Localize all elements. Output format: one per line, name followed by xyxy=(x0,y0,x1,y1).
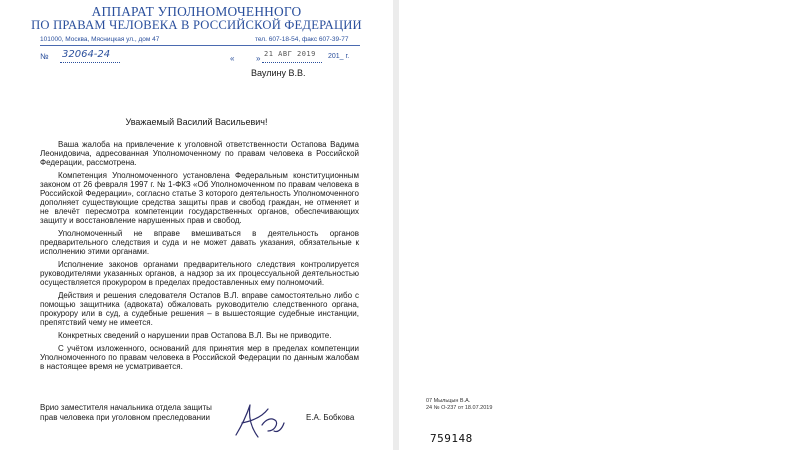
date-quote-close: » xyxy=(256,54,261,63)
paragraph: Действия и решения следователя Остапов В.Л. вправе самостоятельно либо с помощью защитника (адвоката) обжаловать руководителю следственного органа, прокурору или в суд, а судебные решения – в вышестоящие судебные инстанции, препятствий чему не имеется. xyxy=(40,291,359,327)
signatory-position-line1: Врио заместителя начальника отдела защиты xyxy=(40,403,212,412)
signatory-position-line2: прав человека при уголовном преследовании xyxy=(40,413,211,422)
signatory-position xyxy=(40,403,212,423)
paragraph: Конкретных сведений о нарушении прав Остапова В.Л. Вы не приводите. xyxy=(58,331,332,340)
executor-info xyxy=(426,398,492,412)
date-underline xyxy=(262,62,322,63)
paragraph: С учётом изложенного, оснований для принятия мер в пределах компетенции Уполномоченного по правам человека в Российской Федерации по данным жалобам в настоящее время не усматривается. xyxy=(40,344,359,371)
paragraph: Исполнение законов органами предварительного следствия контролируется руководителями указанных органов, а надзор за их процессуальной деятельностью осуществляется прокурором в пределах предоставленных ему полномочий. xyxy=(40,260,359,287)
header-rule xyxy=(40,45,360,46)
date-year: 201_ г. xyxy=(328,53,350,60)
org-name-line2: ПО ПРАВАМ ЧЕЛОВЕКА В РОССИЙСКОЙ ФЕДЕРАЦИИ xyxy=(31,18,362,32)
letter-page-2 xyxy=(399,0,800,450)
addressee: Ваулину В.В. xyxy=(251,68,306,78)
handwritten-signature xyxy=(228,395,288,443)
paragraph: Уполномоченный не вправе вмешиваться в деятельность органов предварительного следствия и суда и не может давать указания, обязательные к исполнению этими органами. xyxy=(40,229,359,256)
signatory-name: Е.А. Бобкова xyxy=(306,413,355,422)
date-quote-open: « xyxy=(230,54,235,63)
letter-body xyxy=(40,140,359,375)
org-phones: тел. 607-18-54, факс 607-39-77 xyxy=(255,36,349,43)
executor-line1: 07 Мыльцын В.А. xyxy=(426,398,471,404)
date-stamp: 21 АВГ 2019 xyxy=(264,50,316,58)
registration-number: 32064-24 xyxy=(62,49,111,60)
org-address: 101000, Москва, Мясницкая ул., дом 47 xyxy=(40,36,160,43)
paragraph: Ваша жалоба на привлечение к уголовной ответственности Остапова Вадима Леонидовича, адресованная Уполномоченному по правам человека в Российской Федерации, рассмотрена. xyxy=(40,140,359,167)
org-name-line1: АППАРАТ УПОЛНОМОЧЕННОГО xyxy=(91,4,302,19)
greeting: Уважаемый Василий Васильевич! xyxy=(125,117,268,127)
barcode-number: 759148 xyxy=(430,432,473,445)
paragraph: Компетенция Уполномоченного установлена Федеральным конституционным законом от 26 февраля 1997 г. № 1-ФКЗ «Об Уполномоченном по правам человека в Российской Федерации», согласно статье 3 которого деятельность Уполномоченного дополняет существующие средства защиты прав и свобод граждан, не отменяет и не влечёт пересмотра компетенции государственных органов, обеспечивающих защиту и восстановление нарушенных прав и свобод. xyxy=(40,171,359,225)
executor-line2: 24 № О-237 от 18.07.2019 xyxy=(426,405,493,411)
number-prefix: № xyxy=(40,52,49,61)
letter-page-1 xyxy=(0,0,393,450)
number-underline xyxy=(60,62,120,63)
